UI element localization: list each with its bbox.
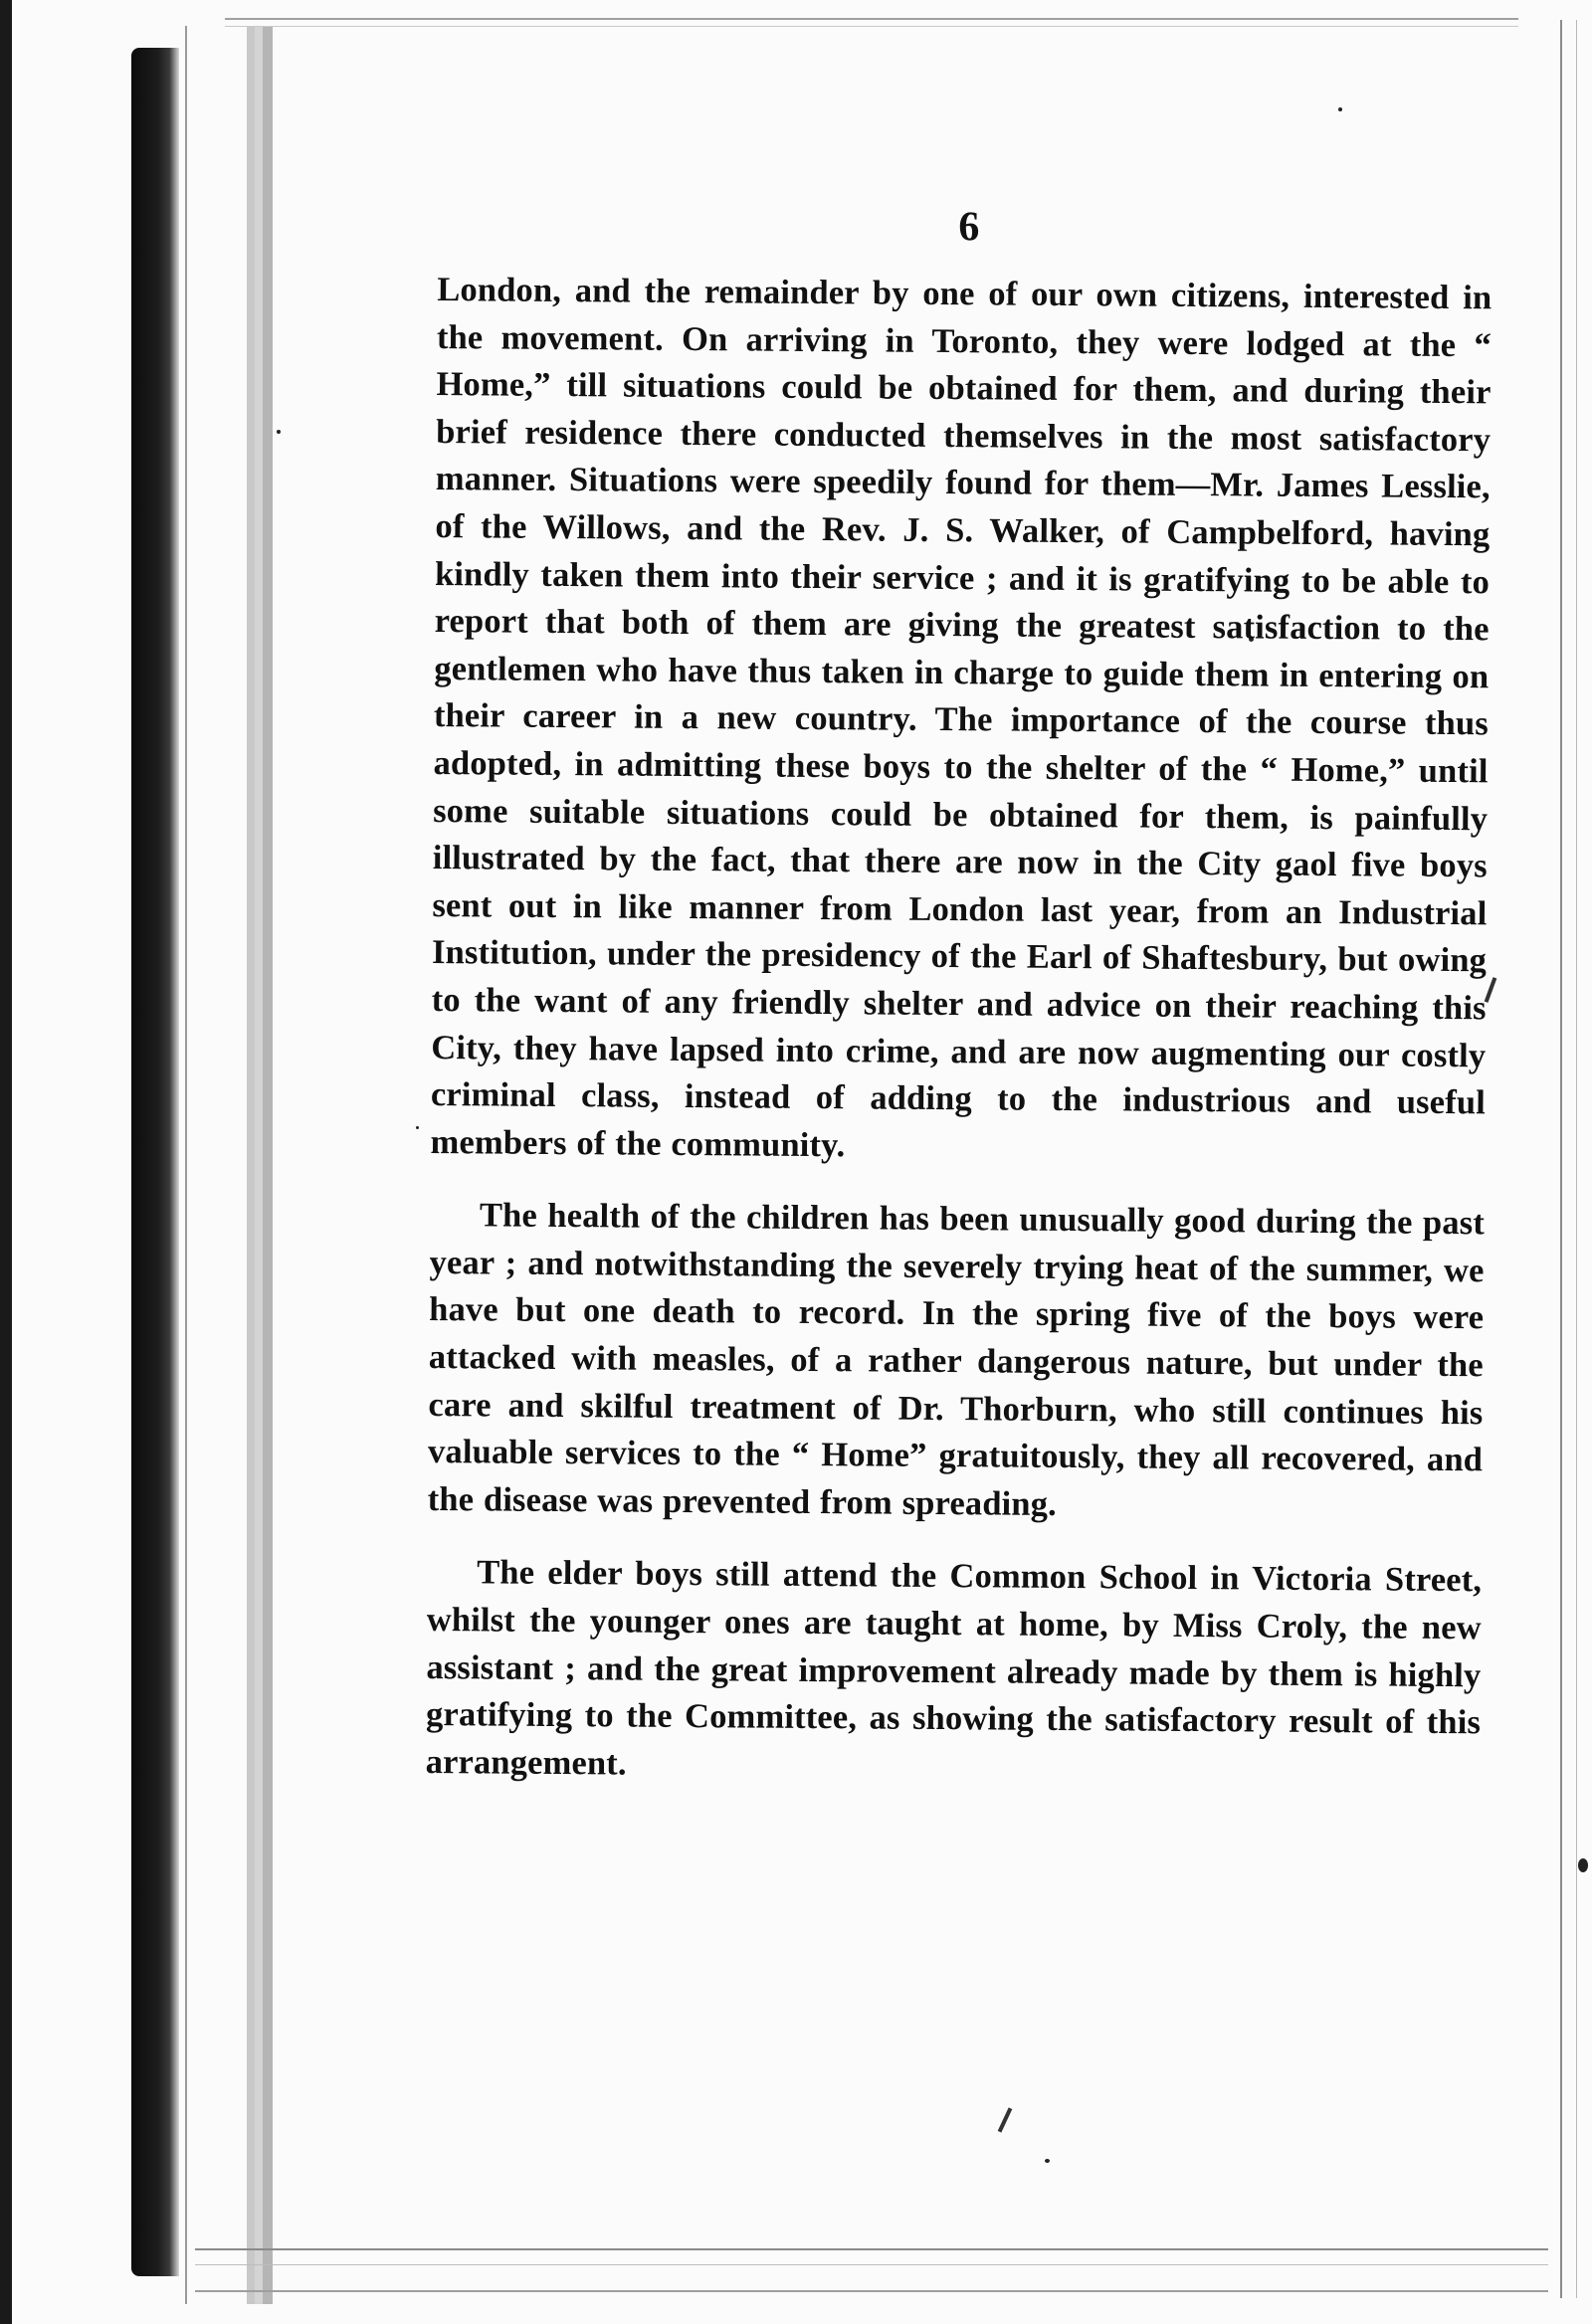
page-right-edge (1560, 20, 1577, 2298)
page-edge-lines (185, 26, 247, 2304)
paragraph-3: The elder boys still attend the Common School in Victoria Street, whilst the younger ones are taught at home, by Miss Croly, the new assistant ; and the great improvement already made by them is highly gratifying to the Committee, as showing the satisfactory result of this arrangement. (425, 1553, 1483, 1783)
page-number: 6 (958, 204, 980, 251)
page-bottom-edge (195, 2248, 1548, 2292)
book-binding-shadow (131, 48, 179, 2276)
paragraph-1: London, and the remainder by one of our own citizens, interested in the movement. On arriving in Toronto, they were lodged at the “ Home,” till situations could be obtained for them, and during their brief residence there conducted themselves in the most satisfactory manner. Situations were speedily found for them—Mr. James Lesslie, of the Willows, and the Rev. J. S. Walker, of Campbelford, having kindly taken them into their service ; and it is gratifying to be able to report that both of them are giving the greatest satisfaction to the gentlemen who have thus taken in charge to guide them in entering on their career in a new country. The importance of the course thus adopted, in admitting these boys to the shelter of the “ Home,” until some suitable situations could be obtained for them, is painfully illustrated by the fact, that there are now in the City gaol five boys sent out in like manner from London last year, from an Industrial Institution, under the presidency of the Earl of Shaftesbury, but owing to the want of any friendly shelter and advice on their reaching this City, they have lapsed into crime, and are now augmenting our costly criminal class, instead of adding to the industrious and useful members of the community. (430, 270, 1492, 1164)
page-top-edge (225, 18, 1518, 27)
paragraph-2: The health of the children has been unusually good during the past year ; and notwithstanding the severely trying heat of the summer, we have but one death to record. In the spring five of the boys were attacked with measles, of a rather dangerous nature, but under the care and skilful treatment of Dr. Thorburn, who still continues his valuable services to the “ Home” gratuitously, they all recovered, and the disease was prevented from spreading. (427, 1196, 1486, 1523)
scan-mark (998, 2107, 1013, 2132)
document-page (423, 199, 1492, 2097)
scan-left-border (0, 0, 12, 2324)
